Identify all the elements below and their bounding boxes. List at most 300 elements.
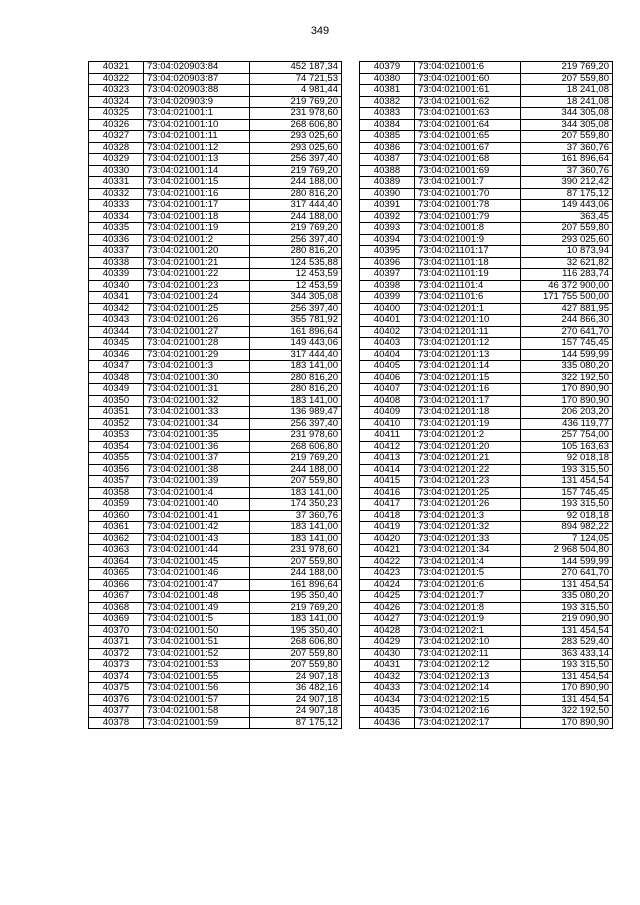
row-number: 40425 — [360, 591, 415, 603]
cadastral-value: 183 141,00 — [250, 395, 342, 407]
cadastral-number: 73:04:021001:40 — [144, 499, 250, 511]
cadastral-value: 207 559,80 — [250, 556, 342, 568]
cadastral-number: 73:04:021001:52 — [144, 648, 250, 660]
row-number: 40377 — [89, 706, 144, 718]
cadastral-number: 73:04:021201:1 — [415, 303, 521, 315]
row-number: 40351 — [89, 407, 144, 419]
table-row — [360, 223, 613, 235]
cadastral-value: 268 606,80 — [250, 119, 342, 131]
cadastral-number: 73:04:021001:21 — [144, 257, 250, 269]
cadastral-value: 131 454,54 — [521, 694, 613, 706]
row-number: 40339 — [89, 269, 144, 281]
row-number: 40335 — [89, 223, 144, 235]
cadastral-value: 231 978,60 — [250, 108, 342, 120]
cadastral-value: 452 187,34 — [250, 62, 342, 74]
cadastral-value: 116 283,74 — [521, 269, 613, 281]
table-row — [89, 280, 342, 292]
row-number: 40353 — [89, 430, 144, 442]
cadastral-number: 73:04:021001:18 — [144, 211, 250, 223]
cadastral-value: 256 397,40 — [250, 154, 342, 166]
cadastral-number: 73:04:021201:10 — [415, 315, 521, 327]
cadastral-value: 363,45 — [521, 211, 613, 223]
cadastral-number: 73:04:021001:65 — [415, 131, 521, 143]
row-number: 40323 — [89, 85, 144, 97]
cadastral-number: 73:04:021201:18 — [415, 407, 521, 419]
cadastral-value: 161 896,64 — [250, 326, 342, 338]
row-number: 40365 — [89, 568, 144, 580]
row-number: 40376 — [89, 694, 144, 706]
table-row — [89, 430, 342, 442]
cadastral-value: 344 305,08 — [250, 292, 342, 304]
row-number: 40413 — [360, 453, 415, 465]
table-row — [360, 591, 613, 603]
row-number: 40388 — [360, 165, 415, 177]
table-row — [89, 177, 342, 189]
cadastral-number: 73:04:021001:48 — [144, 591, 250, 603]
cadastral-value: 335 080,20 — [521, 591, 613, 603]
cadastral-number: 73:04:021001:34 — [144, 418, 250, 430]
cadastral-value: 131 454,54 — [521, 671, 613, 683]
cadastral-value: 195 350,40 — [250, 591, 342, 603]
row-number: 40415 — [360, 476, 415, 488]
row-number: 40338 — [89, 257, 144, 269]
cadastral-number: 73:04:021201:8 — [415, 602, 521, 614]
table-row — [89, 372, 342, 384]
table-row — [360, 671, 613, 683]
cadastral-value: 92 018,18 — [521, 453, 613, 465]
table-row — [360, 372, 613, 384]
table-row — [360, 246, 613, 258]
cadastral-number: 73:04:021001:53 — [144, 660, 250, 672]
table-row — [360, 200, 613, 212]
cadastral-value: 149 443,06 — [521, 200, 613, 212]
cadastral-value: 322 192,50 — [521, 372, 613, 384]
cadastral-number: 73:04:021001:10 — [144, 119, 250, 131]
row-number: 40362 — [89, 533, 144, 545]
table-row — [360, 361, 613, 373]
cadastral-number: 73:04:021001:61 — [415, 85, 521, 97]
table-row — [360, 188, 613, 200]
cadastral-number: 73:04:021201:7 — [415, 591, 521, 603]
row-number: 40416 — [360, 487, 415, 499]
table-row — [89, 154, 342, 166]
cadastral-number: 73:04:021001:24 — [144, 292, 250, 304]
table-row — [360, 315, 613, 327]
cadastral-value: 293 025,60 — [250, 142, 342, 154]
cadastral-value: 355 781,92 — [250, 315, 342, 327]
row-number: 40325 — [89, 108, 144, 120]
cadastral-value: 280 816,20 — [250, 246, 342, 258]
row-number: 40394 — [360, 234, 415, 246]
row-number: 40370 — [89, 625, 144, 637]
row-number: 40345 — [89, 338, 144, 350]
cadastral-value: 170 890,90 — [521, 717, 613, 729]
cadastral-number: 73:04:021001:30 — [144, 372, 250, 384]
row-number: 40342 — [89, 303, 144, 315]
cadastral-value: 46 372 900,00 — [521, 280, 613, 292]
cadastral-number: 73:04:021001:7 — [415, 177, 521, 189]
cadastral-value: 92 018,18 — [521, 510, 613, 522]
table-row — [360, 499, 613, 511]
row-number: 40396 — [360, 257, 415, 269]
row-number: 40401 — [360, 315, 415, 327]
row-number: 40433 — [360, 683, 415, 695]
row-number: 40417 — [360, 499, 415, 511]
table-row — [89, 706, 342, 718]
cadastral-value: 131 454,54 — [521, 476, 613, 488]
table-row — [89, 717, 342, 729]
cadastral-number: 73:04:021201:26 — [415, 499, 521, 511]
cadastral-value: 280 816,20 — [250, 384, 342, 396]
cadastral-number: 73:04:021202:15 — [415, 694, 521, 706]
cadastral-number: 73:04:021001:14 — [144, 165, 250, 177]
table-row — [89, 683, 342, 695]
cadastral-value: 219 769,20 — [250, 165, 342, 177]
cadastral-value: 268 606,80 — [250, 441, 342, 453]
cadastral-number: 73:04:021001:22 — [144, 269, 250, 281]
cadastral-value: 87 175,12 — [250, 717, 342, 729]
cadastral-value: 144 599,99 — [521, 349, 613, 361]
row-number: 40414 — [360, 464, 415, 476]
row-number: 40411 — [360, 430, 415, 442]
row-number: 40330 — [89, 165, 144, 177]
table-row — [89, 671, 342, 683]
cadastral-table-left — [88, 61, 342, 729]
cadastral-value: 293 025,60 — [250, 131, 342, 143]
table-row — [89, 602, 342, 614]
cadastral-number: 73:04:021001:4 — [144, 487, 250, 499]
cadastral-number: 73:04:021201:33 — [415, 533, 521, 545]
cadastral-value: 2 968 504,80 — [521, 545, 613, 557]
row-number: 40418 — [360, 510, 415, 522]
table-row — [360, 165, 613, 177]
table-row — [89, 315, 342, 327]
table-row — [89, 211, 342, 223]
cadastral-number: 73:04:021001:45 — [144, 556, 250, 568]
row-number: 40354 — [89, 441, 144, 453]
cadastral-number: 73:04:021202:16 — [415, 706, 521, 718]
cadastral-value: 193 315,50 — [521, 499, 613, 511]
row-number: 40395 — [360, 246, 415, 258]
cadastral-number: 73:04:021001:64 — [415, 119, 521, 131]
table-row — [360, 648, 613, 660]
table-row — [360, 717, 613, 729]
cadastral-value: 37 360,76 — [521, 165, 613, 177]
row-number: 40399 — [360, 292, 415, 304]
table-row — [360, 211, 613, 223]
cadastral-number: 73:04:021201:4 — [415, 556, 521, 568]
row-number: 40346 — [89, 349, 144, 361]
table-row — [89, 579, 342, 591]
row-number: 40398 — [360, 280, 415, 292]
cadastral-number: 73:04:021001:60 — [415, 73, 521, 85]
cadastral-number: 73:04:020903:87 — [144, 73, 250, 85]
cadastral-number: 73:04:021101:17 — [415, 246, 521, 258]
table-row — [89, 407, 342, 419]
cadastral-value: 12 453,59 — [250, 269, 342, 281]
cadastral-number: 73:04:021001:63 — [415, 108, 521, 120]
table-row — [89, 453, 342, 465]
cadastral-number: 73:04:021001:8 — [415, 223, 521, 235]
row-number: 40379 — [360, 62, 415, 74]
cadastral-value: 149 443,06 — [250, 338, 342, 350]
row-number: 40366 — [89, 579, 144, 591]
table-row — [360, 522, 613, 534]
table-row — [89, 62, 342, 74]
table-row — [89, 395, 342, 407]
table-row — [360, 602, 613, 614]
cadastral-number: 73:04:021001:9 — [415, 234, 521, 246]
row-number: 40407 — [360, 384, 415, 396]
table-row — [89, 223, 342, 235]
cadastral-value: 87 175,12 — [521, 188, 613, 200]
row-number: 40322 — [89, 73, 144, 85]
cadastral-number: 73:04:021001:35 — [144, 430, 250, 442]
cadastral-number: 73:04:020903:88 — [144, 85, 250, 97]
row-number: 40364 — [89, 556, 144, 568]
cadastral-value: 344 305,08 — [521, 119, 613, 131]
table-row — [360, 131, 613, 143]
row-number: 40428 — [360, 625, 415, 637]
table-row — [89, 591, 342, 603]
cadastral-number: 73:04:021001:46 — [144, 568, 250, 580]
cadastral-number: 73:04:021001:6 — [415, 62, 521, 74]
table-row — [89, 487, 342, 499]
cadastral-value: 335 080,20 — [521, 361, 613, 373]
table-row — [360, 625, 613, 637]
cadastral-number: 73:04:021202:14 — [415, 683, 521, 695]
cadastral-value: 219 769,20 — [250, 96, 342, 108]
row-number: 40324 — [89, 96, 144, 108]
cadastral-value: 293 025,60 — [521, 234, 613, 246]
table-row — [89, 637, 342, 649]
table-row — [89, 464, 342, 476]
row-number: 40429 — [360, 637, 415, 649]
table-row — [360, 407, 613, 419]
cadastral-number: 73:04:021202:10 — [415, 637, 521, 649]
cadastral-value: 231 978,60 — [250, 430, 342, 442]
cadastral-number: 73:04:021001:50 — [144, 625, 250, 637]
cadastral-number: 73:04:021001:59 — [144, 717, 250, 729]
row-number: 40334 — [89, 211, 144, 223]
row-number: 40378 — [89, 717, 144, 729]
cadastral-value: 894 982,22 — [521, 522, 613, 534]
table-row — [89, 234, 342, 246]
cadastral-number: 73:04:021001:15 — [144, 177, 250, 189]
cadastral-value: 256 397,40 — [250, 234, 342, 246]
table-row — [89, 246, 342, 258]
cadastral-number: 73:04:021001:20 — [144, 246, 250, 258]
row-number: 40382 — [360, 96, 415, 108]
table-row — [89, 200, 342, 212]
cadastral-number: 73:04:021201:2 — [415, 430, 521, 442]
row-number: 40380 — [360, 73, 415, 85]
table-row — [360, 73, 613, 85]
cadastral-value: 183 141,00 — [250, 487, 342, 499]
cadastral-number: 73:04:021101:6 — [415, 292, 521, 304]
row-number: 40348 — [89, 372, 144, 384]
cadastral-number: 73:04:021201:12 — [415, 338, 521, 350]
cadastral-value: 183 141,00 — [250, 361, 342, 373]
cadastral-value: 37 360,76 — [521, 142, 613, 154]
table-row — [89, 510, 342, 522]
cadastral-value: 256 397,40 — [250, 418, 342, 430]
row-number: 40423 — [360, 568, 415, 580]
cadastral-value: 157 745,45 — [521, 338, 613, 350]
cadastral-number: 73:04:021001:26 — [144, 315, 250, 327]
cadastral-number: 73:04:021201:32 — [415, 522, 521, 534]
table-row — [89, 568, 342, 580]
cadastral-value: 219 769,20 — [250, 453, 342, 465]
table-row — [360, 349, 613, 361]
cadastral-number: 73:04:021001:62 — [415, 96, 521, 108]
row-number: 40387 — [360, 154, 415, 166]
cadastral-number: 73:04:021201:17 — [415, 395, 521, 407]
row-number: 40328 — [89, 142, 144, 154]
cadastral-number: 73:04:021201:16 — [415, 384, 521, 396]
cadastral-value: 390 212,42 — [521, 177, 613, 189]
row-number: 40361 — [89, 522, 144, 534]
table-row — [89, 545, 342, 557]
table-row — [360, 441, 613, 453]
cadastral-value: 170 890,90 — [521, 384, 613, 396]
row-number: 40358 — [89, 487, 144, 499]
table-row — [89, 131, 342, 143]
table-row — [360, 637, 613, 649]
cadastral-value: 36 482,16 — [250, 683, 342, 695]
cadastral-number: 73:04:021001:25 — [144, 303, 250, 315]
cadastral-number: 73:04:021001:11 — [144, 131, 250, 143]
row-number: 40420 — [360, 533, 415, 545]
table-row — [360, 418, 613, 430]
row-number: 40385 — [360, 131, 415, 143]
table-row — [360, 108, 613, 120]
cadastral-number: 73:04:021001:32 — [144, 395, 250, 407]
table-row — [89, 533, 342, 545]
cadastral-value: 219 090,90 — [521, 614, 613, 626]
row-number: 40363 — [89, 545, 144, 557]
row-number: 40375 — [89, 683, 144, 695]
row-number: 40431 — [360, 660, 415, 672]
row-number: 40393 — [360, 223, 415, 235]
cadastral-value: 268 606,80 — [250, 637, 342, 649]
row-number: 40384 — [360, 119, 415, 131]
table-row — [360, 234, 613, 246]
table-row — [89, 108, 342, 120]
cadastral-value: 280 816,20 — [250, 372, 342, 384]
cadastral-value: 207 559,80 — [521, 223, 613, 235]
row-number: 40392 — [360, 211, 415, 223]
table-row — [360, 257, 613, 269]
cadastral-number: 73:04:021001:13 — [144, 154, 250, 166]
table-row — [360, 533, 613, 545]
row-number: 40402 — [360, 326, 415, 338]
table-row — [360, 510, 613, 522]
cadastral-number: 73:04:021201:20 — [415, 441, 521, 453]
cadastral-value: 183 141,00 — [250, 533, 342, 545]
cadastral-number: 73:04:021001:44 — [144, 545, 250, 557]
row-number: 40343 — [89, 315, 144, 327]
cadastral-number: 73:04:021201:34 — [415, 545, 521, 557]
cadastral-value: 207 559,80 — [250, 660, 342, 672]
cadastral-value: 436 119,77 — [521, 418, 613, 430]
cadastral-number: 73:04:021001:28 — [144, 338, 250, 350]
page-number: 349 — [310, 25, 330, 37]
cadastral-number: 73:04:021001:12 — [144, 142, 250, 154]
cadastral-number: 73:04:021001:5 — [144, 614, 250, 626]
cadastral-value: 193 315,50 — [521, 660, 613, 672]
row-number: 40337 — [89, 246, 144, 258]
cadastral-number: 73:04:021001:51 — [144, 637, 250, 649]
row-number: 40427 — [360, 614, 415, 626]
cadastral-value: 280 816,20 — [250, 188, 342, 200]
row-number: 40435 — [360, 706, 415, 718]
cadastral-number: 73:04:021001:79 — [415, 211, 521, 223]
cadastral-number: 73:04:021101:18 — [415, 257, 521, 269]
cadastral-number: 73:04:021001:41 — [144, 510, 250, 522]
cadastral-number: 73:04:021001:43 — [144, 533, 250, 545]
cadastral-value: 24 907,18 — [250, 706, 342, 718]
table-row — [360, 154, 613, 166]
cadastral-number: 73:04:021001:78 — [415, 200, 521, 212]
table-row — [360, 476, 613, 488]
row-number: 40389 — [360, 177, 415, 189]
table-row — [89, 303, 342, 315]
table-row — [360, 660, 613, 672]
cadastral-number: 73:04:021001:37 — [144, 453, 250, 465]
row-number: 40332 — [89, 188, 144, 200]
cadastral-number: 73:04:021001:23 — [144, 280, 250, 292]
cadastral-value: 4 981,44 — [250, 85, 342, 97]
cadastral-value: 12 453,59 — [250, 280, 342, 292]
table-row — [360, 119, 613, 131]
cadastral-value: 32 621,82 — [521, 257, 613, 269]
cadastral-value: 37 360,76 — [250, 510, 342, 522]
row-number: 40436 — [360, 717, 415, 729]
cadastral-value: 207 559,80 — [521, 73, 613, 85]
cadastral-table-right — [359, 61, 613, 729]
cadastral-value: 24 907,18 — [250, 694, 342, 706]
cadastral-number: 73:04:021201:6 — [415, 579, 521, 591]
row-number: 40321 — [89, 62, 144, 74]
row-number: 40410 — [360, 418, 415, 430]
row-number: 40405 — [360, 361, 415, 373]
cadastral-value: 363 433,14 — [521, 648, 613, 660]
row-number: 40331 — [89, 177, 144, 189]
cadastral-number: 73:04:021201:22 — [415, 464, 521, 476]
table-row — [89, 418, 342, 430]
row-number: 40430 — [360, 648, 415, 660]
row-number: 40336 — [89, 234, 144, 246]
table-row — [360, 464, 613, 476]
cadastral-number: 73:04:021001:42 — [144, 522, 250, 534]
row-number: 40369 — [89, 614, 144, 626]
table-row — [89, 349, 342, 361]
table-row — [89, 384, 342, 396]
table-row — [89, 73, 342, 85]
cadastral-value: 195 350,40 — [250, 625, 342, 637]
table-row — [360, 280, 613, 292]
cadastral-value: 136 989,47 — [250, 407, 342, 419]
cadastral-value: 193 315,50 — [521, 464, 613, 476]
cadastral-value: 170 890,90 — [521, 683, 613, 695]
cadastral-value: 270 641,70 — [521, 568, 613, 580]
row-number: 40371 — [89, 637, 144, 649]
cadastral-value: 219 769,20 — [521, 62, 613, 74]
table-row — [89, 165, 342, 177]
cadastral-value: 131 454,54 — [521, 579, 613, 591]
cadastral-number: 73:04:021101:19 — [415, 269, 521, 281]
